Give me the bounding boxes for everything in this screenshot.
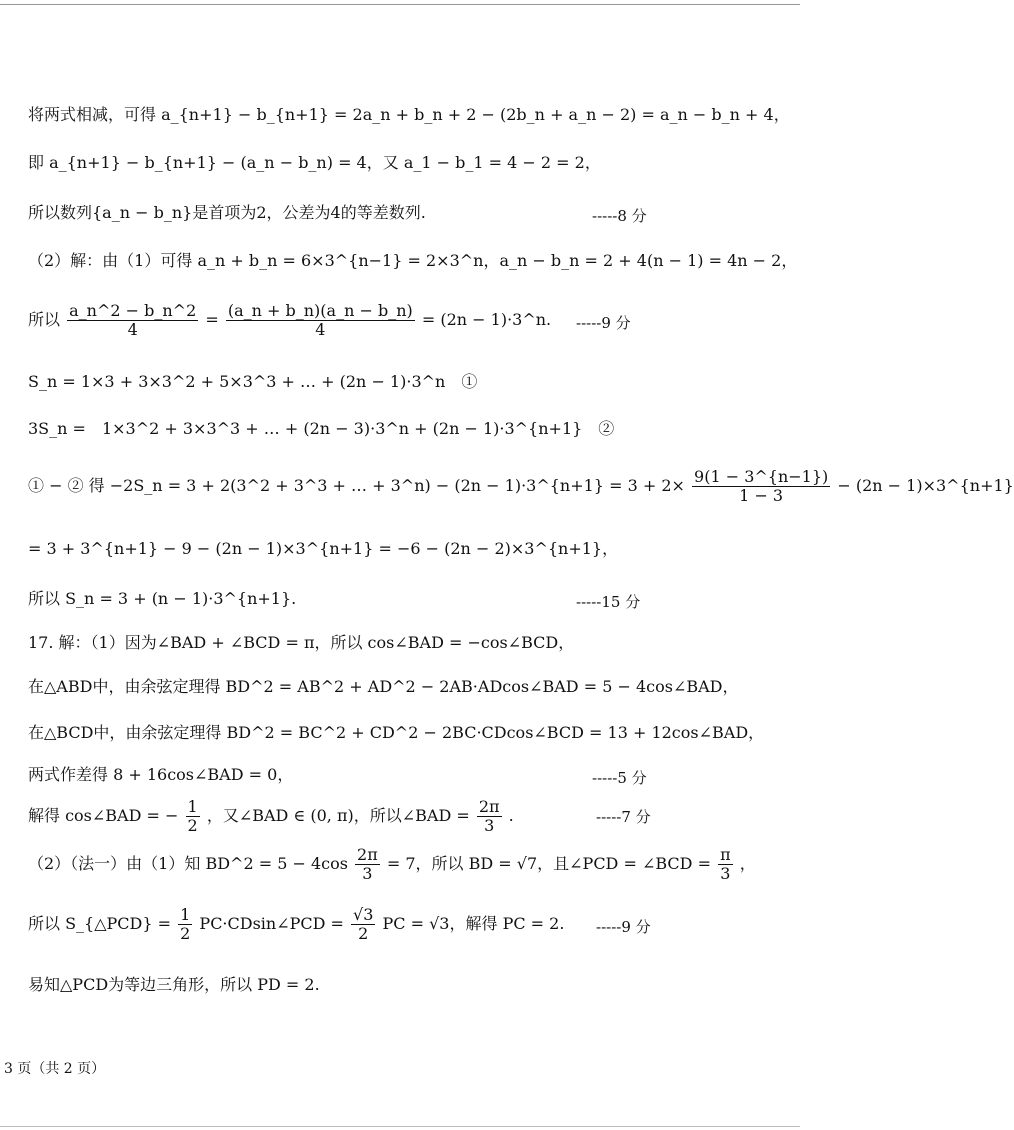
page-footer: 3 页（共 2 页）	[4, 1061, 106, 1077]
text-middle-3: ，又∠BAD ∈ (0, π)，所以∠BAD =	[206, 806, 470, 825]
score-9a: -----9 分	[576, 314, 631, 332]
top-rule	[0, 4, 800, 5]
text-line-13: 在△BCD中，由余弦定理得 BD^2 = BC^2 + CD^2 − 2BC·CDcos∠BCD = 13 + 12cos∠BAD，	[28, 723, 765, 742]
text-suffix-5: PC = √3，解得 PC = 2.	[382, 914, 565, 933]
fraction-6-num: 2π	[357, 845, 378, 864]
fraction-3	[692, 468, 830, 505]
text-line-7: 3S_n = 1×3^2 + 3×3^3 + … + (2n − 3)·3^n + (2n − 1)·3^{n+1} ②	[28, 419, 615, 438]
text-prefix-1: 所以	[28, 310, 61, 329]
fraction-4-den: 2	[187, 816, 198, 835]
text-line-3: 所以数列{a_n − b_n}是首项为2，公差为4的等差数列.	[28, 203, 426, 222]
text-prefix-3: 解得 cos∠BAD = −	[28, 806, 179, 825]
fraction-2-num: (a_n + b_n)(a_n − b_n)	[227, 301, 413, 320]
text-line-9: = 3 + 3^{n+1} − 9 − (2n − 1)×3^{n+1} = −6 − (2n − 2)×3^{n+1}，	[28, 539, 619, 558]
fraction-3-num: 9(1 − 3^{n−1})	[694, 467, 829, 486]
fraction-6-den: 3	[362, 864, 373, 883]
text-line-8	[28, 466, 1014, 506]
text-line-18: 易知△PCD为等边三角形，所以 PD = 2.	[28, 975, 320, 994]
fraction-7-num: π	[720, 845, 731, 864]
text-line-4: （2）解：由（1）可得 a_n + b_n = 6×3^{n−1} = 2×3^n，a_n − b_n = 2 + 4(n − 1) = 4n − 2，	[28, 251, 798, 270]
text-line-11: 17. 解：（1）因为∠BAD + ∠BCD = π，所以 cos∠BAD = −cos∠BCD，	[28, 633, 575, 652]
fraction-7-den: 3	[720, 864, 731, 883]
text-prefix-4: （2）（法一）由（1）知 BD^2 = 5 − 4cos	[28, 854, 348, 873]
text-line-5: 所以 $\frac{a\_n\^{}2 - b\_n\^{}2}{4}$ = $\frac{(a\_n + b\_n)(a\_n - b\_n)}{4}$ = (2n − 1)·3^n.	[28, 301, 552, 339]
score-5: -----5 分	[592, 769, 647, 787]
text-line-1: 将两式相减，可得 a_{n+1} − b_{n+1} = 2a_n + b_n + 2 − (2b_n + a_n − 2) = a_n − b_n + 4，	[28, 105, 790, 124]
text-line-15	[28, 796, 780, 836]
fraction-1-num: a_n^2 − b_n^2	[69, 301, 197, 320]
fraction-1-den: 4	[127, 320, 138, 339]
fraction-3-den: 1 − 3	[739, 486, 784, 505]
fraction-4	[186, 798, 200, 835]
text-suffix-3: .	[508, 806, 514, 825]
fraction-9-num: √3	[353, 905, 374, 924]
score-8: -----8 分	[592, 207, 647, 225]
fraction-8	[178, 906, 192, 943]
fraction-5-num: 2π	[478, 797, 500, 816]
text-suffix-1: = (2n − 1)·3^n.	[421, 310, 552, 329]
text-line-12: 在△ABD中，由余弦定理得 BD^2 = AB^2 + AD^2 − 2AB·ADcos∠BAD = 5 − 4cos∠BAD，	[28, 677, 739, 696]
text-line-2: 即 a_{n+1} − b_{n+1} − (a_n − b_n) = 4，又 a_1 − b_1 = 4 − 2 = 2，	[28, 153, 601, 172]
fraction-5	[477, 798, 502, 835]
text-middle-4: = 7，所以 BD = √7，且∠PCD = ∠BCD =	[386, 854, 711, 873]
text-line-16	[28, 844, 780, 884]
text-line-14: 两式作差得 8 + 16cos∠BAD = 0，	[28, 765, 294, 784]
fraction-4-num: 1	[187, 797, 198, 816]
text-prefix-5: 所以 S_{△PCD} =	[28, 914, 172, 933]
text-prefix-2: ① − ② 得 −2S_n = 3 + 2(3^2 + 3^3 + … + 3^n) − (2n − 1)·3^{n+1} = 3 + 2×	[28, 476, 685, 495]
text-line-6: S_n = 1×3 + 3×3^2 + 5×3^3 + … + (2n − 1)·3^n ①	[28, 372, 478, 391]
score-7: -----7 分	[596, 808, 651, 826]
fraction-6	[355, 846, 380, 883]
score-15: -----15 分	[576, 593, 641, 611]
fraction-9	[351, 906, 375, 943]
fraction-2	[226, 302, 415, 339]
fraction-9-den: 2	[358, 924, 369, 943]
fraction-7	[718, 846, 733, 883]
text-suffix-4: ，	[739, 854, 756, 873]
fraction-8-den: 2	[180, 924, 191, 943]
fraction-2-den: 4	[315, 320, 326, 339]
fraction-5-den: 3	[484, 816, 495, 835]
text-middle-5: PC·CDsin∠PCD =	[199, 914, 344, 933]
score-9b: -----9 分	[596, 918, 651, 936]
text-suffix-2: − (2n − 1)×3^{n+1}	[837, 476, 1014, 495]
text-line-10: 所以 S_n = 3 + (n − 1)·3^{n+1}.	[28, 589, 297, 608]
fraction-1	[67, 302, 198, 339]
text-line-17	[28, 904, 780, 944]
bottom-rule	[0, 1126, 800, 1127]
fraction-8-num: 1	[180, 905, 191, 924]
